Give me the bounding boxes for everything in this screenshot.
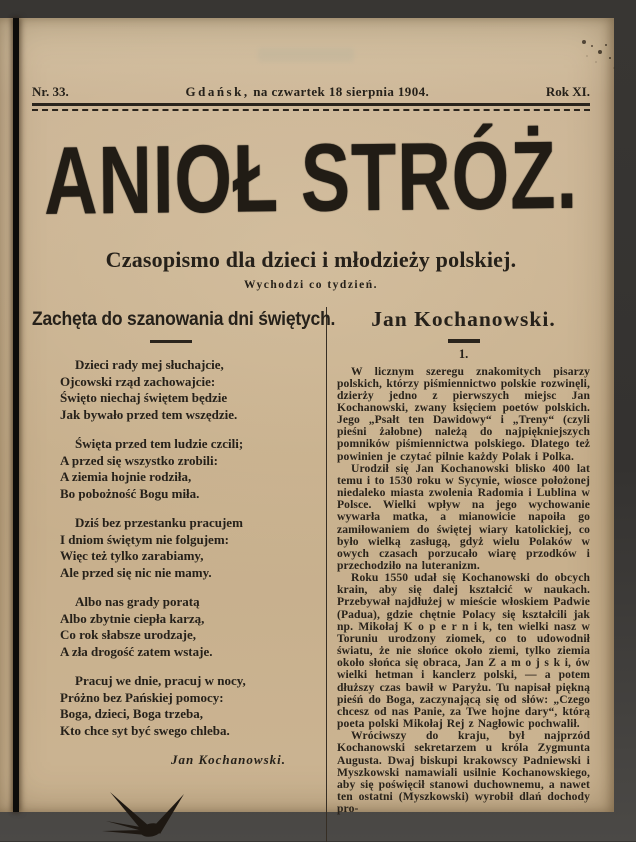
poem-line: A ziemia hojnie rodziła, xyxy=(60,469,192,484)
poem-line: Jak bywało przed tem wszędzie. xyxy=(60,406,238,422)
section-number: 1. xyxy=(458,346,469,361)
poem-line: A zła drogość zatem wstaje. xyxy=(60,643,213,659)
poem-line: Ale przed się nic nie mamy. xyxy=(60,564,212,580)
poem-line: Święta przed tem ludzie czcili; xyxy=(75,436,244,451)
poem-line: Albo nas grady poratą xyxy=(75,594,200,609)
poem-title: Zachęta do szanowania dni świętych. xyxy=(32,307,336,330)
poem-line: Albo zbytnie ciepła karzą, xyxy=(60,610,205,626)
poem-line: Więc też tylko zarabiamy, xyxy=(60,548,204,563)
poem-line: Próżno bez Pańskiej pomocy: xyxy=(60,689,224,705)
poem-line: A przed się wszystko zrobili: xyxy=(60,452,218,468)
poem-stanza xyxy=(60,436,310,502)
poem-stanza xyxy=(60,357,310,423)
article-title-rule xyxy=(448,339,480,343)
columns xyxy=(32,307,590,842)
left-column xyxy=(32,307,336,842)
masthead-subtitle: Czasopismo dla dzieci i młodzieży polskiej. xyxy=(105,247,517,272)
dateline-date: na czwartek 18 sierpnia 1904. xyxy=(253,84,430,99)
poem-line: Co rok słabsze urodzaje, xyxy=(60,627,197,642)
article-paragraph: Roku 1550 udał się Kochanowski do obcych krain, aby się dalej kształcić w naukach. Przebywał najdłużej w mieście włoskiem Padwie (Padua), gdzie chętnie Polacy się kształcili jak np. Mikołaj K o p e r n i k, ten wielki nasz w Toruniu urodzony ziomek, co to udowodnił światu, że nie słońce około ziemi, tylko ziemia około słońca się obraca, Jan Z a m o j s k i, ów wielki hetman i kanclerz polski, — a potem dłuższy czas bawił w Paryżu. Tu napisał piękną pieśń do Boga, zaczynającą się od słów: „Czego chcesz od nas Panie, za Twe hojne dary“, którą poeta polski Mikołaj Rej z Nagłowic pochwalił. xyxy=(337,571,590,731)
volume-number: Rok XI. xyxy=(545,84,590,99)
article-paragraph: Urodził się Jan Kochanowski blisko 400 lat temu i to 1530 roku w Sycynie, wiosce położonej niedaleko miasta zwolenia Radomia i Lublina w Polsce. Wielki wpływ na jego wychowanie wywarła matka, a mianowicie napoiła go zamiłowaniem do świętej wiary katolickiej, co było wielką zasługą, gdyż wielu Polaków w owych czasach porzucało wiarę przodków i przechodziło na luteranizm. xyxy=(337,461,590,572)
poem-stanza xyxy=(60,515,310,581)
poem-title-rule xyxy=(150,340,192,343)
poem-line: Kto chce syt być swego chleba. xyxy=(60,722,230,738)
poem-signature: Jan Kochanowski. xyxy=(171,752,286,767)
article-paragraph: Wróciwszy do kraju, był najprzód Kochanowski sekretarzem u króla Zygmunta Augusta. Dwaj biskupi krakowscy Padniewski i Myszkowski namawiali usilnie Kochanowskiego, aby się poświęcił stanowi duchownemu, a nawet ten ostatni (Myszkowski) wyrobił dlań dochody pro- xyxy=(337,729,590,816)
poem-line: I dniom świętym nie folgujem: xyxy=(60,531,229,547)
poem-line: Ojcowski rząd zachowajcie: xyxy=(60,373,216,389)
masthead-title: ANIOŁ STRÓŻ. xyxy=(43,120,579,234)
issue-header xyxy=(32,84,590,100)
poem-body xyxy=(32,357,310,739)
page-content xyxy=(0,18,614,842)
masthead-tagline: Wychodzi co tydzień. xyxy=(243,279,379,291)
dateline-city: Gdańsk, xyxy=(185,84,250,99)
poem-line: Święto niechaj świętem będzie xyxy=(60,390,228,405)
poem-line: Dziś bez przestanku pracujem xyxy=(75,515,243,530)
poem-line: Boga, dzieci, Boga trzeba, xyxy=(60,706,203,721)
poem-stanza xyxy=(60,594,310,660)
poem-stanza xyxy=(60,673,310,739)
poem-line: Pracuj we dnie, pracuj w nocy, xyxy=(75,673,246,688)
poem-line: Bo pobożność Bogu miła. xyxy=(60,485,200,501)
dateline xyxy=(185,84,429,100)
right-column xyxy=(326,307,590,842)
article-title: Jan Kochanowski. xyxy=(371,307,556,331)
issue-number: Nr. 33. xyxy=(32,84,69,99)
bird-flourish-icon xyxy=(94,790,190,842)
article-paragraph: W licznym szeregu znakomitych pisarzy polskich, którzy piśmiennictwo polskie rozwinęli, dzierży jedno z pierwszych miejsc Jan Kochanowski, zwany księciem poetów polskich. Jego „Psałt ten Dawidowy“ i „Treny“ (czyli pieśni żałobne) należą do najpiękniejszych pomników piśmiennictwa polskiego. Dlatego też powinien je czytać pilnie każdy Polak i Polka. xyxy=(337,364,590,463)
poem-line: Dzieci rady mej słuchajcie, xyxy=(75,357,224,372)
newspaper-page xyxy=(0,18,614,816)
